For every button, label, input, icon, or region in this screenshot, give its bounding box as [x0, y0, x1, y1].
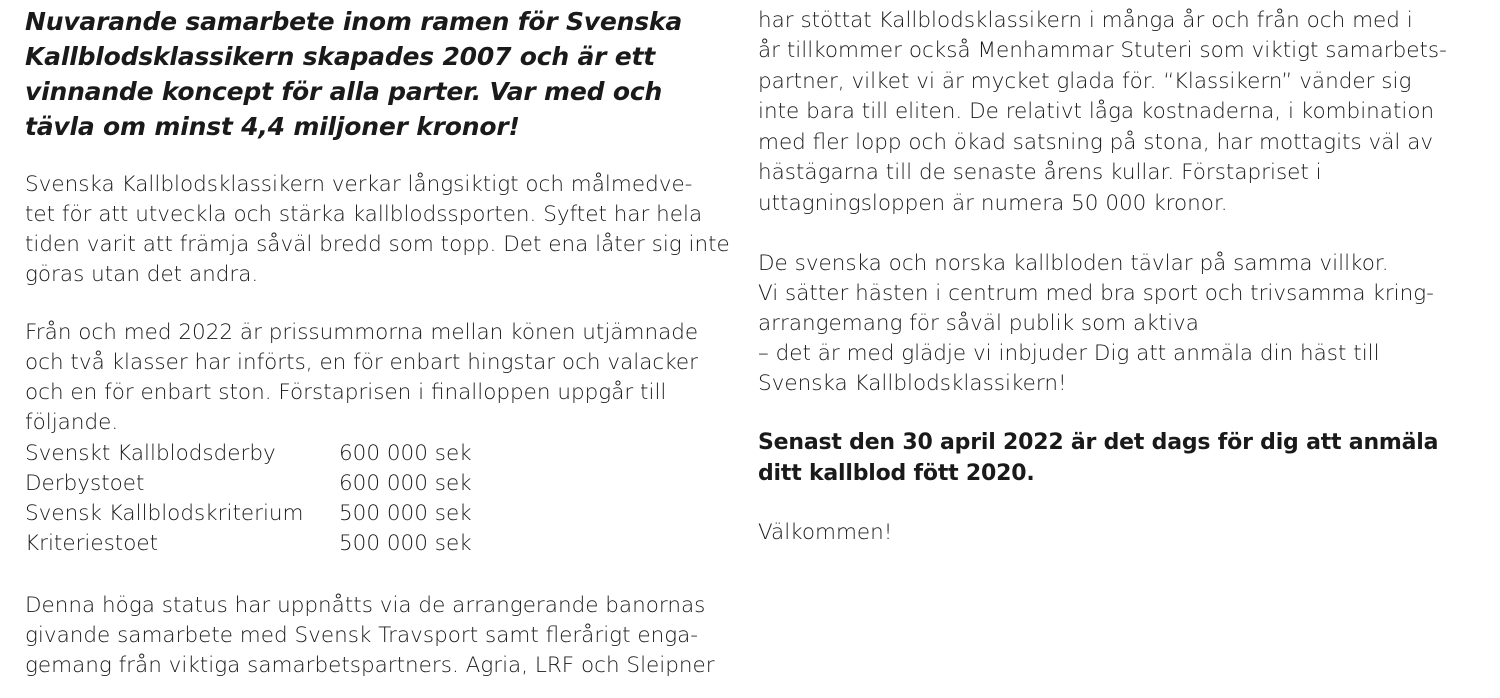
text-line: med fler lopp och ökad satsning på stona, har mottagits väl av [758, 130, 1434, 155]
callout-line: Senast den 30 april 2022 är det dags för dig att anmäla [758, 430, 1439, 455]
text-line: Svenska Kallblodsklassikern! [758, 371, 1067, 396]
closing-greeting: Välkommen! [758, 520, 893, 545]
text-line: och två klasser har införts, en för enbart hingstar och valacker [25, 350, 698, 375]
text-line: hästägarna till de senaste årens kullar. Förstapriset i [758, 160, 1322, 185]
text-line: Vi sätter hästen i centrum med bra sport och trivsamma kring- [758, 281, 1434, 306]
prize-name: Kriteriestoet [25, 531, 159, 556]
lead-line: Kallblodsklassikern skapades 2007 och är ett [25, 42, 656, 71]
text-line: De svenska och norska kallbloden tävlar på samma villkor. [758, 251, 1389, 276]
lead-line: tävla om minst 4,4 miljoner kronor! [25, 112, 520, 141]
prize-name: Svensk Kallblodskriterium [25, 501, 304, 526]
prize-name: Svenskt Kallblodsderby [25, 441, 276, 466]
text-line: arrangemang för såväl publik som aktiva [758, 311, 1199, 336]
text-line: uttagningsloppen är numera 50 000 kronor. [758, 191, 1228, 216]
text-line: Denna höga status har uppnåtts via de arrangerande banornas [25, 593, 706, 618]
text-line: inte bara till eliten. De relativt låga kostnaderna, i kombination [758, 99, 1435, 124]
lead-line: Nuvarande samarbete inom ramen för Svenska [25, 7, 683, 36]
text-line: partner, vilket vi är mycket glada för. “Klassikern” vänder sig [758, 69, 1412, 94]
prize-amount: 600 000 sek [339, 471, 472, 496]
prize-amount: 500 000 sek [339, 501, 472, 526]
text-line: Svenska Kallblodsklassikern verkar långsiktigt och målmedve- [25, 172, 693, 197]
text-line: följande. [25, 410, 119, 435]
text-line: och en för enbart ston. Förstaprisen i finalloppen uppgår till [25, 380, 667, 405]
text-line: göras utan det andra. [25, 262, 259, 287]
text-line: gemang från viktiga samarbetspartners. Agria, LRF och Sleipner [25, 653, 715, 678]
callout-line: ditt kallblod fött 2020. [758, 461, 1035, 486]
prize-name: Derbystoet [25, 471, 145, 496]
text-line: givande samarbete med Svensk Travsport samt flerårigt enga- [25, 623, 699, 648]
text-line: tiden varit att främja såväl bredd som topp. Det ena låter sig inte [25, 232, 730, 257]
lead-line: vinnande koncept för alla parter. Var med och [25, 77, 663, 106]
prize-amount: 500 000 sek [339, 531, 472, 556]
text-line: Från och med 2022 är prissummorna mellan könen utjämnade [25, 320, 699, 345]
text-line: har stöttat Kallblodsklassikern i många år och från och med i [758, 8, 1413, 33]
text-line: år tillkommer också Menhammar Stuteri som viktigt samarbets- [758, 38, 1447, 63]
text-line: tet för att utveckla och stärka kallblodssporten. Syftet har hela [25, 202, 703, 227]
text-line: – det är med glädje vi inbjuder Dig att anmäla din häst till [758, 341, 1380, 366]
prize-amount: 600 000 sek [339, 441, 472, 466]
